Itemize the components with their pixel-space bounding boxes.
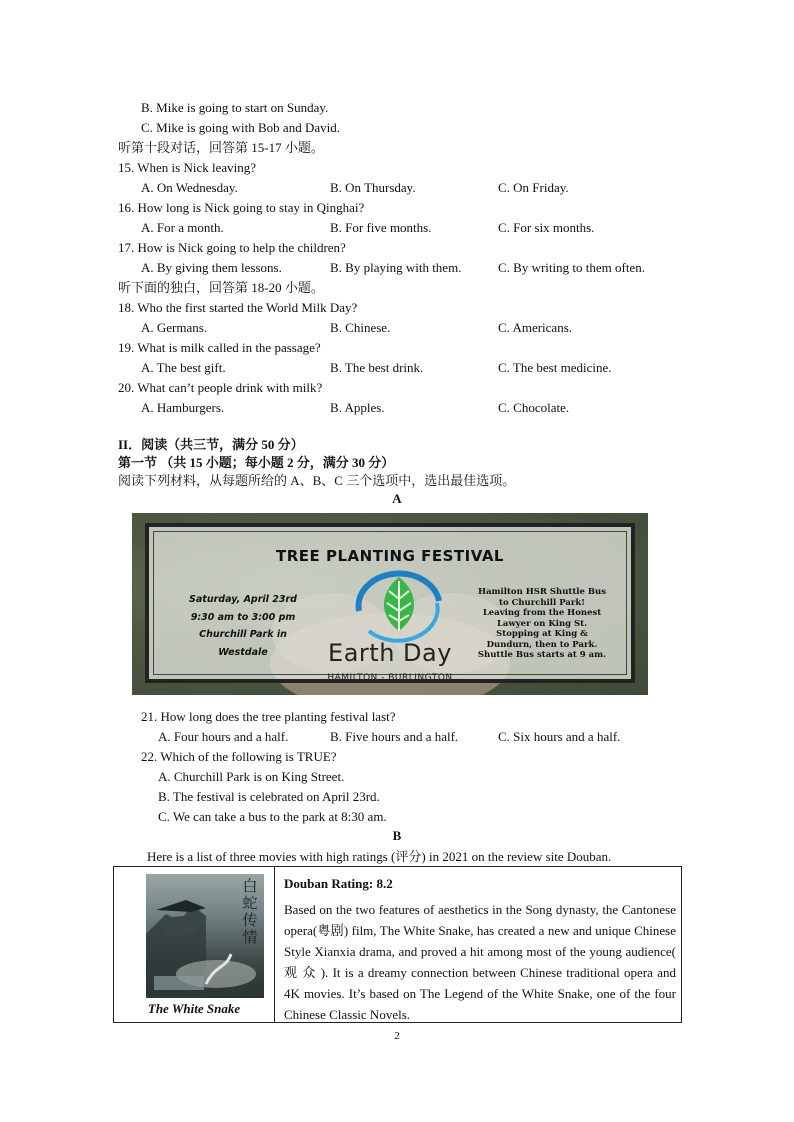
question-21: 21. How long does the tree planting festival last? xyxy=(141,709,396,724)
q17-option-c: C. By writing to them often. xyxy=(498,260,645,275)
q14-option-c: C. Mike is going with Bob and David. xyxy=(141,120,340,135)
q16-option-a: A. For a month. xyxy=(141,220,224,235)
movie-poster-cell xyxy=(114,867,275,1022)
movie-caption: The White Snake xyxy=(147,1001,241,1016)
banner-title: TREE PLANTING FESTIVAL xyxy=(276,547,504,565)
movie-description: Based on the two features of aesthetics in the Song dynasty, the Cantonese opera(粤剧) film, The White Snake, has created a new and unique Chinese Style Xianxia drama, and proved a hit among most of the young audience( 观 众 ). It is a dreamy connection between Chinese traditional opera and 4K movies. It’s based on The Legend of the White Snake, one of the four Chinese Classic Novels. xyxy=(284,902,676,1022)
question-18: 18. Who the first started the World Milk Day? xyxy=(118,300,358,315)
instruction-dialogue-10: 听第十段对话，回答第 15-17 小题。 xyxy=(118,140,324,155)
question-19: 19. What is milk called in the passage? xyxy=(118,340,321,355)
q18-option-a: A. Germans. xyxy=(141,320,208,335)
question-16: 16. How long is Nick going to stay in Qinghai? xyxy=(118,200,365,215)
question-17: 17. How is Nick going to help the children? xyxy=(118,240,346,255)
movie-info-cell xyxy=(284,875,676,1025)
question-22: 22. Which of the following is TRUE? xyxy=(141,749,337,764)
banner-city: HAMILTON - BURLINGTON xyxy=(327,673,453,683)
banner-date-location: Saturday, April 23rd 9:30 am to 3:00 pm Churchill Park in Westdale xyxy=(189,594,297,658)
q17-option-a: A. By giving them lessons. xyxy=(141,260,282,275)
reading-section-title: II．阅读（共三节，满分 50 分） xyxy=(118,437,304,452)
question-20: 20. What can’t people drink with milk? xyxy=(118,380,323,395)
earth-leaf-logo-icon xyxy=(349,561,449,649)
q19-option-b: B. The best drink. xyxy=(330,360,424,375)
q21-option-a: A. Four hours and a half. xyxy=(158,729,289,744)
passage-b-label: B xyxy=(392,828,402,843)
q22-option-a: A. Churchill Park is on King Street. xyxy=(158,769,345,784)
movie-table xyxy=(113,866,682,1023)
q21-option-c: C. Six hours and a half. xyxy=(498,729,621,744)
banner-frame xyxy=(145,523,635,683)
q19-option-c: C. The best medicine. xyxy=(498,360,612,375)
q19-option-a: A. The best gift. xyxy=(141,360,226,375)
q16-option-c: C. For six months. xyxy=(498,220,595,235)
q20-option-b: B. Apples. xyxy=(330,400,385,415)
banner-shuttle-info: Hamilton HSR Shuttle Bus to Churchill Park! Leaving from the Honest Lawyer on King St. Stopping at King & Dundurn, then to Park. Shuttle Bus starts at 9 am. xyxy=(477,587,607,660)
q18-option-b: B. Chinese. xyxy=(330,320,391,335)
q15-option-c: C. On Friday. xyxy=(498,180,569,195)
q20-option-c: C. Chocolate. xyxy=(498,400,570,415)
q20-option-a: A. Hamburgers. xyxy=(141,400,225,415)
poster-title: 白蛇传情 xyxy=(242,877,258,946)
movie-rating: Douban Rating: 8.2 xyxy=(284,876,393,891)
passage-a-label: A xyxy=(392,491,402,506)
page-number: 2 xyxy=(394,1030,400,1042)
q22-option-b: B. The festival is celebrated on April 23rd. xyxy=(158,789,380,804)
reading-part-one: 第一节 （共 15 小题；每小题 2 分，满分 30 分） xyxy=(118,455,395,470)
earth-day-banner xyxy=(132,513,648,695)
banner-earth-day: Earth Day xyxy=(328,639,452,667)
q15-option-b: B. On Thursday. xyxy=(330,180,416,195)
reading-instruction: 阅读下列材料，从每题所给的 A、B、C 三个选项中，选出最佳选项。 xyxy=(118,473,516,488)
instruction-monologue: 听下面的独白，回答第 18-20 小题。 xyxy=(118,280,324,295)
q16-option-b: B. For five months. xyxy=(330,220,432,235)
q15-option-a: A. On Wednesday. xyxy=(141,180,238,195)
passage-b-intro: Here is a list of three movies with high ratings (评分) in 2021 on the review site Douban. xyxy=(147,849,612,864)
q21-option-b: B. Five hours and a half. xyxy=(330,729,459,744)
q22-option-c: C. We can take a bus to the park at 8:30 am. xyxy=(158,809,387,824)
q17-option-b: B. By playing with them. xyxy=(330,260,462,275)
movie-poster xyxy=(146,874,264,998)
question-15: 15. When is Nick leaving? xyxy=(118,160,257,175)
q14-option-b: B. Mike is going to start on Sunday. xyxy=(141,100,329,115)
q18-option-c: C. Americans. xyxy=(498,320,573,335)
